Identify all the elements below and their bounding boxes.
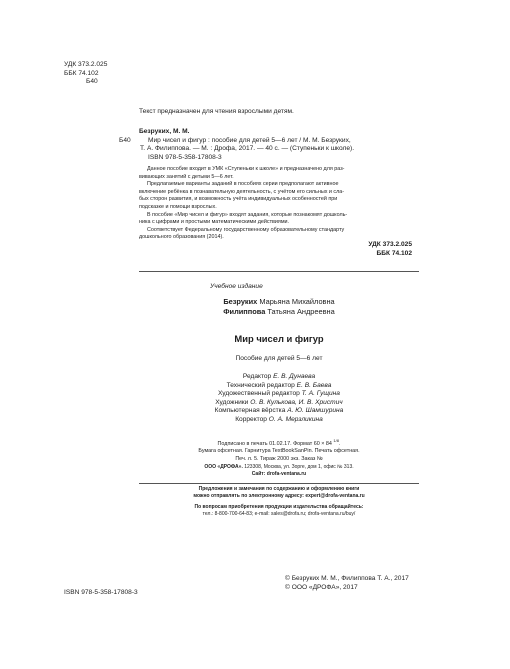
- card-author: Безруких, М. М.: [139, 128, 190, 135]
- credit-person: А. Ю. Шамшурина: [287, 407, 344, 415]
- suggestions-block: [139, 486, 419, 501]
- credit-art-editor: [139, 390, 419, 399]
- orders-line1: По вопросам приобретения продукции издательства обращайтесь:: [194, 504, 364, 510]
- publisher-name: ООО «ДРОФА».: [204, 464, 243, 470]
- bbk-code: ББК 74.102: [64, 69, 99, 77]
- print-details: [139, 437, 419, 464]
- book-subtitle: Пособие для детей 5—6 лет: [235, 355, 323, 362]
- annotation-para-2: Предлагаемые варианты заданий в пособиях серии предполагают активное включение ребёнка в познавательную деятельность, с учётом его сильных и сла- бых сторон развития, и возможность учёта индивидуальных особенностей при подсказке и помощи взрослых.: [139, 181, 345, 210]
- print-signed: [139, 437, 419, 448]
- udc-block: [64, 61, 107, 87]
- credit-artists: [139, 399, 419, 408]
- credit-proofreader: [139, 416, 419, 425]
- card-udc: УДК 373.2.025: [368, 241, 412, 248]
- credit-person: О. В. Кулькова, И. В. Христич: [250, 398, 343, 406]
- footer-isbn: ISBN 978-5-358-17808-3: [64, 589, 138, 596]
- author-1: [139, 297, 419, 307]
- footer-copyright: [285, 575, 409, 592]
- credit-role: Компьютерная вёрстка: [214, 407, 288, 415]
- format-fraction: 1/8: [333, 438, 339, 443]
- annotation-para-3: В пособие «Мир чисел и фигур» входят задания, которые познакомят дошколь- ника с цифрами и простыми математическими действиями.: [139, 211, 348, 226]
- credit-role: Технический редактор: [226, 381, 297, 389]
- credits-list: [139, 373, 419, 425]
- authors-block: [139, 297, 419, 316]
- author-2-surname: Филиппова: [223, 306, 266, 316]
- author-1-name: Марьяна Михайловна: [257, 297, 335, 306]
- credit-tech-editor: [139, 382, 419, 391]
- print-paper: Бумага офсетная. Гарнитура TextBookSanPin. Печать офсетная.: [198, 448, 360, 455]
- author-2: [139, 307, 419, 317]
- card-title-line1: Мир чисел и фигур : пособие для детей 5—6 лет / М. М. Безруких,: [148, 136, 351, 144]
- author-sign-code: Б40: [86, 78, 98, 86]
- card-classification: [330, 241, 412, 258]
- adult-reading-note: Текст предназначен для чтения взрослыми детям.: [139, 108, 294, 115]
- author-1-surname: Безруких: [223, 297, 258, 306]
- credit-layout: [139, 407, 419, 416]
- credit-editor: [139, 373, 419, 382]
- credit-role: Корректор: [235, 415, 269, 423]
- card-annotation: [139, 166, 419, 242]
- author-2-name: Татьяна Андреевна: [265, 306, 335, 316]
- credit-person: О. А. Мерзликина: [268, 415, 323, 423]
- card-isbn: ISBN 978-5-358-17808-3: [148, 153, 222, 161]
- imprint-divider: [139, 483, 419, 484]
- credit-role: Редактор: [242, 373, 274, 380]
- card-title-line2: Т. А. Филиппова. — М. : Дрофа, 2017. — 40 с. — (Ступеньки к школе).: [140, 145, 355, 153]
- annotation-para-4: Соответствует Федеральному государственному образовательному стандарту дошкольного образования (2014).: [139, 226, 345, 241]
- copyright-authors: © Безруких М. М., Филиппова Т. А., 2017: [285, 575, 409, 582]
- edition-type: Учебное издание: [210, 283, 263, 290]
- publisher-addr: 123308, Москва, ул. Зорге, дом 1, офис № 313.: [242, 464, 354, 470]
- credit-role: Художники: [215, 398, 251, 406]
- suggestions-line1: Предложения и замечания по содержанию и оформлению книги: [198, 486, 360, 492]
- orders-block: [139, 504, 419, 519]
- credit-person: Е. В. Баева: [296, 381, 332, 389]
- print-sheets: Печ. л. 5. Тираж 2000 экз. Заказ №: [235, 455, 323, 462]
- publisher-block: [139, 464, 419, 479]
- print-signed-text: Подписано в печать 01.02.17. Формат 60 × 84: [217, 440, 332, 447]
- udc-code: УДК 373.2.025: [64, 61, 108, 68]
- print-signed-end: .: [338, 440, 341, 447]
- section-divider: [139, 271, 419, 272]
- book-title: Мир чисел и фигур: [234, 333, 324, 344]
- card-code: Б40: [119, 136, 131, 144]
- credit-role: Художественный редактор: [218, 390, 302, 398]
- card-description: [140, 136, 438, 163]
- annotation-para-1: Данное пособие входит в УМК «Ступеньки к школе» и предназначено для раз- вивающих занятий с детьми 5—6 лет.: [139, 166, 345, 180]
- suggestions-line2: можно отправлять по электронному адресу: expert@drofa-ventana.ru: [193, 493, 365, 500]
- orders-line2: тел.: 8-800-700-64-83; e-mail: sales@drofa.ru; drofa-ventana.ru/buy/: [202, 511, 356, 518]
- card-bbk: ББК 74.102: [376, 249, 412, 257]
- publisher-site: Сайт: drofa-ventana.ru: [251, 471, 307, 478]
- copyright-publisher: © ООО «ДРОФА», 2017: [285, 583, 358, 591]
- credit-person: Т. А. Гущина: [301, 390, 340, 398]
- credit-person: Е. В. Дунаева: [273, 373, 316, 380]
